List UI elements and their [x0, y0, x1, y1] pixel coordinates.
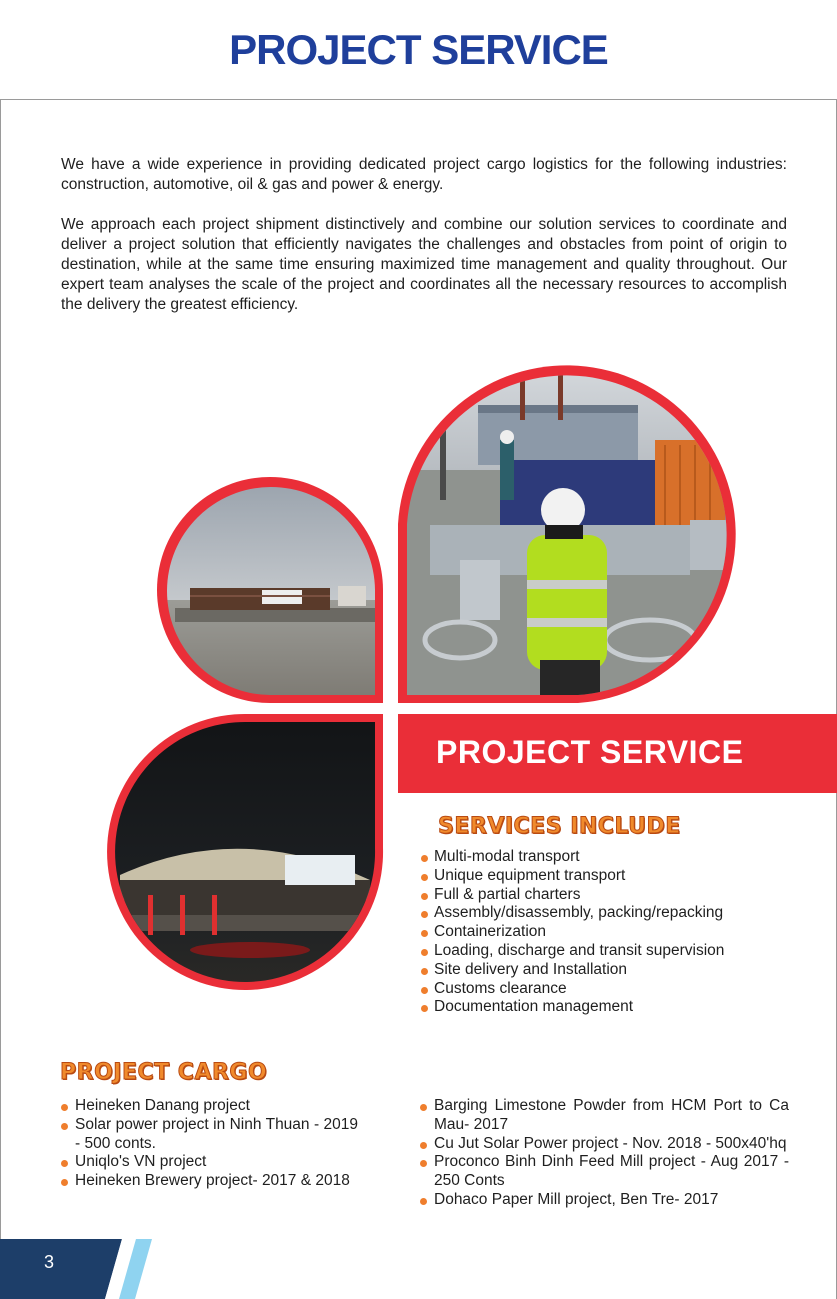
barge-photo — [150, 480, 390, 700]
list-item: Documentation management — [420, 998, 724, 1017]
list-item: Proconco Binh Dinh Feed Mill project - Aug 2017 - 250 Conts — [419, 1153, 789, 1191]
list-item: Cu Jut Solar Power project - Nov. 2018 - 500x40'hq — [419, 1135, 789, 1154]
list-item: Unique equipment transport — [420, 867, 724, 886]
intro-paragraph-1: We have a wide experience in providing dedicated project cargo logistics for the following industries: construction, automotive, oil & gas and power & energy. — [61, 156, 787, 193]
cargo-heading: PROJECT CARGO — [60, 1060, 268, 1085]
list-item: Customs clearance — [420, 980, 724, 999]
services-list — [420, 848, 724, 1017]
list-item: Multi-modal transport — [420, 848, 724, 867]
page-title: PROJECT SERVICE — [229, 26, 608, 73]
banner-title: PROJECT SERVICE — [436, 734, 744, 770]
list-item: Heineken Danang project — [60, 1097, 358, 1116]
cargo-list-left — [60, 1097, 358, 1191]
list-item: Full & partial charters — [420, 886, 724, 905]
list-item: Barging Limestone Powder from HCM Port to Ca Mau- 2017 — [419, 1097, 789, 1135]
intro-paragraph-2: We approach each project shipment distinctively and combine our solution services to coordinate and deliver a project solution that efficiently navigates the challenges and obstacles from point of origin to destination, while at the same time ensuring maximized time management and quality throughout. Our expert team analyses the scale of the project and coordinates all the necessary resources to accomplish the delivery the greatest efficiency. — [61, 216, 787, 313]
list-item: Containerization — [420, 923, 724, 942]
list-item: Dohaco Paper Mill project, Ben Tre- 2017 — [419, 1191, 789, 1210]
list-item: Site delivery and Installation — [420, 961, 724, 980]
list-item: Assembly/disassembly, packing/repacking — [420, 904, 724, 923]
list-item: Heineken Brewery project- 2017 & 2018 — [60, 1172, 358, 1191]
page-number: 3 — [44, 1252, 55, 1272]
page-footer-bar — [0, 1239, 837, 1299]
list-item: Solar power project in Ninh Thuan - 2019 - 500 conts. — [60, 1116, 358, 1154]
list-item: Uniqlo's VN project — [60, 1153, 358, 1172]
list-item: Loading, discharge and transit supervision — [420, 942, 724, 961]
night-photo — [100, 715, 390, 995]
cargo-list-right — [419, 1097, 789, 1210]
services-heading: SERVICES INCLUDE — [438, 814, 681, 839]
